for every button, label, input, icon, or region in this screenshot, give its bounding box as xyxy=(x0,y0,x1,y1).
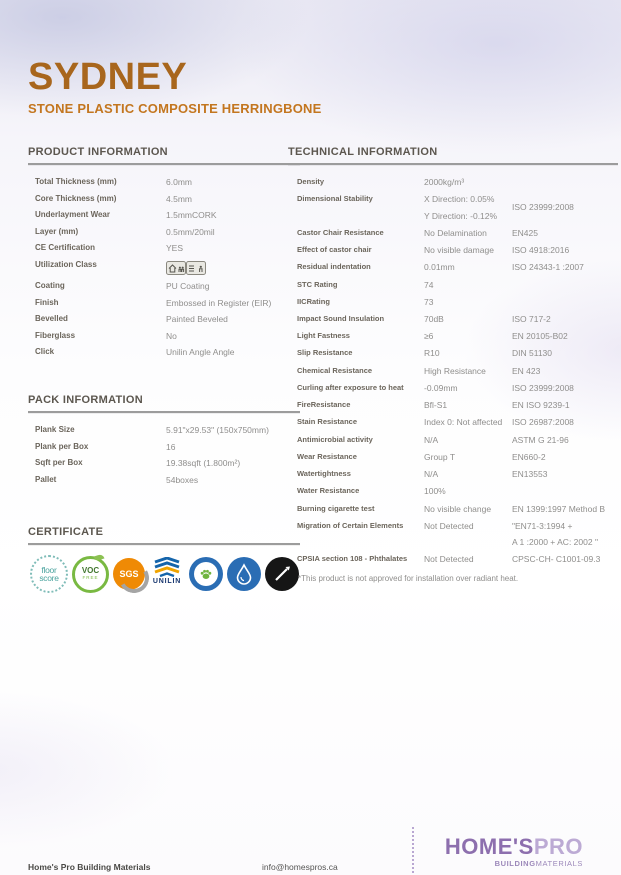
spec-label: Plank per Box xyxy=(35,441,89,451)
spec-value xyxy=(424,315,510,324)
spec-value-line: -0.09mm xyxy=(424,382,458,393)
spec-value-line: Y Direction: -0.12% xyxy=(424,210,498,221)
spec-standard-line: ASTM G 21-96 xyxy=(512,434,569,445)
spec-row xyxy=(297,470,618,479)
spec-value xyxy=(424,418,510,427)
spec-standard xyxy=(512,418,618,427)
voc-text: VOC xyxy=(81,566,100,576)
spec-label: Pallet xyxy=(35,474,57,484)
spec-standard-line: ISO 4918:2016 xyxy=(512,245,570,256)
spec-value: Embossed in Register (EIR) xyxy=(166,297,272,308)
spec-value xyxy=(424,505,510,514)
spec-standard xyxy=(512,263,618,272)
section-title-pack-information: PACK INFORMATION xyxy=(28,394,300,413)
spec-label: Castor Chair Resistance xyxy=(297,227,384,237)
logo-pro-text: PRO xyxy=(533,834,583,859)
spec-value xyxy=(424,384,510,393)
product-subtitle: STONE PLASTIC COMPOSITE HERRINGBONE xyxy=(28,101,322,116)
homes-pro-wordmark xyxy=(433,836,583,858)
spec-value-line: 100% xyxy=(424,486,446,497)
spec-value-line: Index 0: Not affected xyxy=(424,417,503,428)
section-title-certificate: CERTIFICATE xyxy=(28,526,300,545)
spec-value-line: 73 xyxy=(424,296,434,307)
logo-homes-text: HOME'S xyxy=(444,834,534,859)
floorscore-text: score xyxy=(39,573,59,583)
spec-row xyxy=(297,436,618,445)
spec-label: Density xyxy=(297,177,325,186)
voc-free-text: FREE xyxy=(82,575,99,581)
unilin-text: UNILIN xyxy=(152,578,182,585)
spec-standard xyxy=(512,453,618,462)
spec-row xyxy=(35,195,300,204)
spec-label: STC Rating xyxy=(297,279,338,289)
spec-value: YES xyxy=(166,243,184,254)
spec-standard-line: DIN 51130 xyxy=(512,348,553,359)
spec-standard xyxy=(512,401,618,410)
spec-label: Sqft per Box xyxy=(35,458,83,468)
spec-row xyxy=(297,384,618,393)
spec-row xyxy=(35,315,300,324)
spec-value-line: X Direction: 0.05% xyxy=(424,194,495,205)
spec-label: Curling after exposure to heat xyxy=(297,382,404,392)
spec-row xyxy=(297,367,618,376)
spec-value: 6.0mm xyxy=(166,177,192,187)
pack-information-section xyxy=(28,394,300,492)
spec-value: 0.5mm/20mil xyxy=(166,226,215,237)
spec-value xyxy=(424,178,510,187)
product-title: SYDNEY xyxy=(28,56,188,98)
spec-value-line: High Resistance xyxy=(424,365,486,376)
spec-label: Dimensional Stability xyxy=(297,194,373,204)
spec-label: Underlayment Wear xyxy=(35,210,110,220)
spec-value xyxy=(424,367,510,376)
spec-row xyxy=(35,459,300,468)
spec-value: No xyxy=(166,330,177,341)
spec-row xyxy=(35,443,300,452)
spec-value xyxy=(424,332,510,341)
spec-label: Migration of Certain Elements xyxy=(297,520,404,530)
spec-row xyxy=(297,263,618,272)
paw-icon xyxy=(194,562,218,586)
spec-label: Click xyxy=(35,347,55,357)
spec-label: Wear Resistance xyxy=(297,451,357,461)
spec-row xyxy=(297,178,618,187)
spec-standard-line: EN13553 xyxy=(512,469,548,480)
spec-standard xyxy=(512,470,618,479)
logo-materials-text: MATERIALS xyxy=(535,859,583,868)
spec-row xyxy=(297,555,618,564)
spec-value-line: N/A xyxy=(424,469,439,480)
logo-tagline xyxy=(433,860,583,868)
spec-row xyxy=(35,426,300,435)
scratch-resistant-icon xyxy=(265,557,299,591)
spec-label: Finish xyxy=(35,297,59,307)
spec-label: Impact Sound Insulation xyxy=(297,313,385,323)
spec-value-line: No visible damage xyxy=(424,245,494,256)
spec-row xyxy=(297,349,618,358)
spec-value-line: N/A xyxy=(424,434,439,445)
page-header xyxy=(28,58,322,115)
spec-label: Light Fastness xyxy=(297,331,350,341)
homes-pro-logo xyxy=(433,836,583,868)
spec-value: 16 xyxy=(166,441,176,452)
floorscore-icon xyxy=(30,555,68,593)
spec-value-line: Bfl-S1 xyxy=(424,400,448,411)
spec-standard xyxy=(512,555,618,564)
spec-row xyxy=(35,211,300,220)
technical-information-section xyxy=(288,146,618,573)
spec-row xyxy=(35,476,300,485)
pack-info-table xyxy=(28,426,300,484)
sgs-text: SGS xyxy=(119,569,139,579)
spec-value: 5.91"x29.53" (150x750mm) xyxy=(166,425,269,435)
spec-value xyxy=(424,229,510,238)
spec-value xyxy=(424,246,510,255)
spec-label: Residual indentation xyxy=(297,262,371,272)
spec-standard xyxy=(512,522,618,548)
spec-value-line: R10 xyxy=(424,348,440,359)
spec-label: Chemical Resistance xyxy=(297,365,373,375)
spec-row xyxy=(35,348,300,357)
spec-value: 1.5mmCORK xyxy=(166,210,217,221)
spec-value xyxy=(424,195,510,221)
spec-row xyxy=(35,228,300,237)
spec-standard xyxy=(512,505,618,514)
logo-building-text: BUILDING xyxy=(494,859,536,868)
spec-row xyxy=(297,246,618,255)
spec-label: Total Thickness (mm) xyxy=(35,177,117,186)
sgs-icon xyxy=(113,558,145,590)
spec-row xyxy=(35,178,300,187)
spec-label: Stain Resistance xyxy=(297,417,358,427)
spec-row xyxy=(297,195,618,221)
spec-standard-line: EN ISO 9239-1 xyxy=(512,400,570,411)
water-drop-icon xyxy=(234,563,254,585)
spec-standard-line: ISO 23999:2008 xyxy=(512,382,574,393)
spec-label: Bevelled xyxy=(35,314,68,324)
spec-value-line: No Delamination xyxy=(424,227,487,238)
unilin-icon xyxy=(149,557,185,591)
spec-label: Burning cigarette test xyxy=(297,503,375,513)
spec-standard-line: A 1 :2000 + AC: 2002 " xyxy=(512,537,598,548)
spec-value xyxy=(424,453,510,462)
spec-standard xyxy=(512,349,618,358)
product-information-section xyxy=(28,146,300,365)
spec-standard xyxy=(512,332,618,341)
spec-label: Layer (mm) xyxy=(35,226,79,236)
spec-label: CPSIA section 108 - Phthalates xyxy=(297,554,408,564)
scratch-line-icon xyxy=(271,563,293,585)
spec-value xyxy=(424,401,510,410)
spec-standard-line: EN 423 xyxy=(512,365,541,376)
utilization-class-icons xyxy=(166,261,206,275)
spec-value-line: 74 xyxy=(424,279,434,290)
spec-standard-line: ISO 26987:2008 xyxy=(512,417,574,428)
spec-value-line: 70dB xyxy=(424,313,444,324)
spec-row xyxy=(35,282,300,291)
spec-row xyxy=(35,299,300,308)
unilin-chevrons-icon xyxy=(152,557,182,577)
spec-value-line: No visible change xyxy=(424,503,492,514)
spec-value xyxy=(424,470,510,479)
spec-label: Slip Resistance xyxy=(297,348,353,358)
spec-label: FireResistance xyxy=(297,400,351,410)
spec-value xyxy=(424,436,510,445)
spec-row xyxy=(297,332,618,341)
spec-value: 54boxes xyxy=(166,474,199,485)
spec-value xyxy=(424,263,510,272)
spec-row xyxy=(35,332,300,341)
footer-email[interactable]: info@homespros.ca xyxy=(262,862,338,872)
spec-row xyxy=(297,401,618,410)
footer-company-name: Home's Pro Building Materials xyxy=(28,862,151,872)
spec-standard xyxy=(512,367,618,376)
spec-row xyxy=(297,522,618,548)
spec-label: CE Certification xyxy=(35,243,96,253)
spec-label: Fiberglass xyxy=(35,330,76,340)
spec-row xyxy=(297,487,618,496)
spec-value xyxy=(424,298,510,307)
spec-standard xyxy=(512,246,618,255)
spec-standard xyxy=(512,229,618,238)
spec-standard-line: "EN71-3:1994 + xyxy=(512,520,573,531)
spec-standard-line: ISO 717-2 xyxy=(512,313,551,324)
spec-standard xyxy=(512,436,618,445)
spec-label: Watertightness xyxy=(297,469,351,479)
section-title-product-information: PRODUCT INFORMATION xyxy=(28,146,300,165)
spec-row xyxy=(35,244,300,253)
certificate-logos xyxy=(28,555,300,593)
spec-row xyxy=(297,505,618,514)
spec-row xyxy=(297,418,618,427)
spec-value-line: Group T xyxy=(424,451,456,462)
spec-value-line: Not Detected xyxy=(424,554,474,565)
spec-standard-line: EN425 xyxy=(512,227,538,238)
spec-label: Water Resistance xyxy=(297,486,360,496)
spec-row xyxy=(297,229,618,238)
spec-value xyxy=(424,281,510,290)
spec-standard-line: EN660-2 xyxy=(512,451,546,462)
spec-value: 19.38sqft (1.800m²) xyxy=(166,458,241,469)
spec-value xyxy=(424,555,510,564)
spec-row xyxy=(297,453,618,462)
certificate-section xyxy=(28,526,300,593)
spec-label: Antimicrobial activity xyxy=(297,434,373,444)
spec-standard xyxy=(512,384,618,393)
spec-value-line: ≥6 xyxy=(424,331,434,342)
spec-label: IICRating xyxy=(297,296,330,306)
spec-value: Painted Beveled xyxy=(166,314,228,325)
spec-standard-line: EN 20105-B02 xyxy=(512,331,568,342)
waterproof-icon xyxy=(227,557,261,591)
spec-value: 4.5mm xyxy=(166,193,192,204)
spec-row xyxy=(35,261,300,275)
footer-divider xyxy=(412,827,414,873)
section-title-technical-information: TECHNICAL INFORMATION xyxy=(288,146,618,165)
pet-friendly-icon xyxy=(189,557,223,591)
voc-free-icon xyxy=(72,556,109,593)
spec-value-line: 0.01mm xyxy=(424,262,455,273)
spec-standard-line: ISO 23999:2008 xyxy=(512,202,574,213)
radiant-heat-footnote: *This product is not approved for installation over radiant heat. xyxy=(298,574,519,583)
spec-label: Coating xyxy=(35,281,65,291)
spec-value-line: Not Detected xyxy=(424,520,474,531)
spec-standard xyxy=(512,203,618,212)
spec-value xyxy=(424,487,510,496)
spec-row xyxy=(297,281,618,290)
spec-label: Effect of castor chair xyxy=(297,245,372,255)
product-info-table xyxy=(28,178,300,357)
spec-row xyxy=(297,298,618,307)
technical-info-table xyxy=(288,178,618,565)
spec-value: Unilin Angle Angle xyxy=(166,347,235,358)
spec-standard-line: ISO 24343-1 :2007 xyxy=(512,262,584,273)
spec-value xyxy=(424,522,510,531)
spec-standard-line: EN 1399:1997 Method B xyxy=(512,503,606,514)
floorscore-text: floor xyxy=(41,564,57,575)
spec-value-line: 2000kg/m³ xyxy=(424,177,465,187)
spec-standard xyxy=(512,315,618,324)
spec-value xyxy=(424,349,510,358)
spec-label: Plank Size xyxy=(35,425,75,434)
spec-label: Utilization Class xyxy=(35,259,97,269)
spec-row xyxy=(297,315,618,324)
spec-label: Core Thickness (mm) xyxy=(35,193,117,203)
spec-value: PU Coating xyxy=(166,281,210,292)
spec-standard-line: CPSC-CH- C1001-09.3 xyxy=(512,554,601,565)
